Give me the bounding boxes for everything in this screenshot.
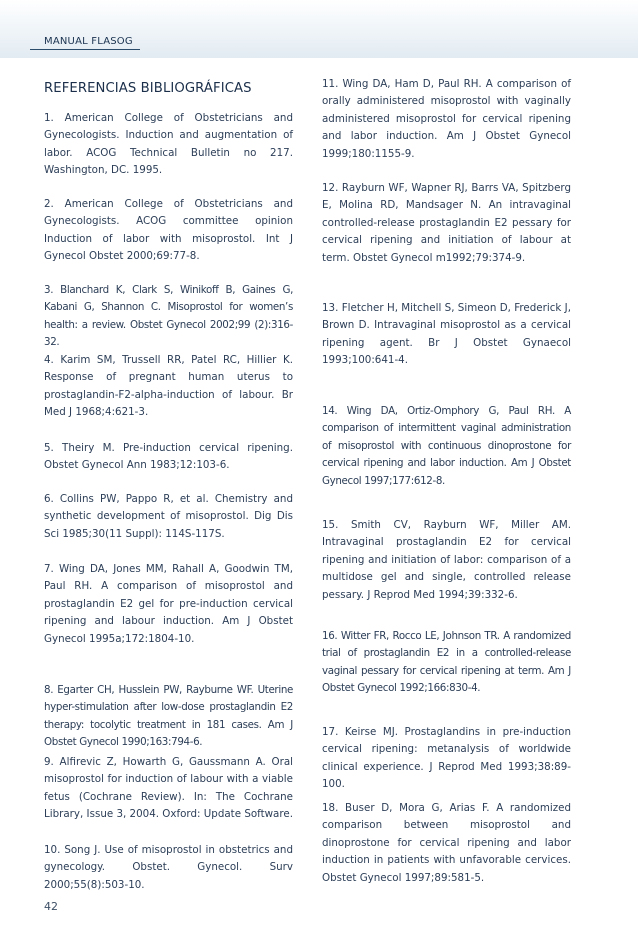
reference-9: 9. Alfirevic Z, Howarth G, Gaussmann A. Oral misoprostol for induction of labour with a viable fetus (Cochrane Review). In: The Cochrane Library, Issue 3, 2004. Oxford: Update Software. bbox=[44, 756, 293, 821]
reference-16: 16. Witter FR, Rocco LE, Johnson TR. A randomized trial of prostaglandin E2 in a controlled-release vaginal pessary for cervical ripening at term. Am J Obstet Gynecol 1992;166:830-4. bbox=[322, 630, 571, 695]
reference-8: 8. Egarter CH, Husslein PW, Rayburne WF. Uterine hyper-stimulation after low-dose prostaglandin E2 therapy: tocolytic treatment in 181 cases. Am J Obstet Gynecol 1990;163:794-6. bbox=[44, 684, 293, 749]
page-number: 42 bbox=[44, 900, 58, 913]
reference-13: 13. Fletcher H, Mitchell S, Simeon D, Frederick J, Brown D. Intravaginal misoprostol as a cervical ripening agent. Br J Obstet Gynaecol 1993;100:641-4. bbox=[322, 302, 571, 367]
reference-11: 11. Wing DA, Ham D, Paul RH. A comparison of orally administered misoprostol with vaginally administered misoprostol for cervical ripening and labor induction. Am J Obstet Gynecol 1999;180:1155-9. bbox=[322, 78, 571, 160]
reference-7: 7. Wing DA, Jones MM, Rahall A, Goodwin TM, Paul RH. A comparison of misoprostol and prostaglandin E2 gel for pre-induction cervical ripening and labour induction. Am J Obstet Gynecol 1995a;172:1804-10. bbox=[44, 563, 293, 645]
reference-1: 1. American College of Obstetricians and Gynecologists. Induction and augmentation of labor. ACOG Technical Bulletin no 217. Washington, DC. 1995. bbox=[44, 112, 293, 177]
running-header: MANUAL FLASOG bbox=[44, 36, 133, 47]
reference-14: 14. Wing DA, Ortiz-Omphory G, Paul RH. A comparison of intermittent vaginal administration of misoprostol with continuous dinoprostone for cervical ripening and labor induction. Am J Obstet Gynecol 1997;177:612-8. bbox=[322, 405, 571, 487]
reference-12: 12. Rayburn WF, Wapner RJ, Barrs VA, Spitzberg E, Molina RD, Mandsager N. An intravaginal controlled-release prostaglandin E2 pessary for cervical ripening and initiation of labour at term. Obstet Gynecol m1992;79:374-9. bbox=[322, 182, 571, 264]
reference-4: 4. Karim SM, Trussell RR, Patel RC, Hillier K. Response of pregnant human uterus to prostaglandin-F2-alpha-induction of labour. Br Med J 1968;4:621-3. bbox=[44, 354, 293, 419]
reference-3: 3. Blanchard K, Clark S, Winikoff B, Gaines G, Kabani G, Shannon C. Misoprostol for women’s health: a review. Obstet Gynecol 2002;99 (2):316-32. bbox=[44, 284, 293, 349]
reference-15: 15. Smith CV, Rayburn WF, Miller AM. Intravaginal prostaglandin E2 for cervical ripening and initiation of labor: comparison of a multidose gel and single, controlled release pessary. J Reprod Med 1994;39:332-6. bbox=[322, 519, 571, 601]
reference-17: 17. Keirse MJ. Prostaglandins in pre-induction cervical ripening: metanalysis of worldwide clinical experience. J Reprod Med 1993;38:89-100. bbox=[322, 726, 571, 791]
reference-6: 6. Collins PW, Pappo R, et al. Chemistry and synthetic development of misoprostol. Dig Dis Sci 1985;30(11 Suppl): 114S-117S. bbox=[44, 493, 293, 540]
reference-2: 2. American College of Obstetricians and Gynecologists. ACOG committee opinion Induction of labor with misoprostol. Int J Gynecol Obstet 2000;69:77-8. bbox=[44, 198, 293, 263]
reference-5: 5. Theiry M. Pre-induction cervical ripening. Obstet Gynecol Ann 1983;12:103-6. bbox=[44, 442, 293, 472]
header-rule bbox=[30, 49, 140, 50]
section-title: REFERENCIAS BIBLIOGRÁFICAS bbox=[44, 81, 252, 96]
reference-10: 10. Song J. Use of misoprostol in obstetrics and gynecology. Obstet. Gynecol. Surv 2000;55(8):503-10. bbox=[44, 844, 293, 891]
reference-18: 18. Buser D, Mora G, Arias F. A randomized comparison between misoprostol and dinoprostone for cervical ripening and labor induction in patients with unfavorable cervices. Obstet Gynecol 1997;89:581-5. bbox=[322, 802, 571, 884]
